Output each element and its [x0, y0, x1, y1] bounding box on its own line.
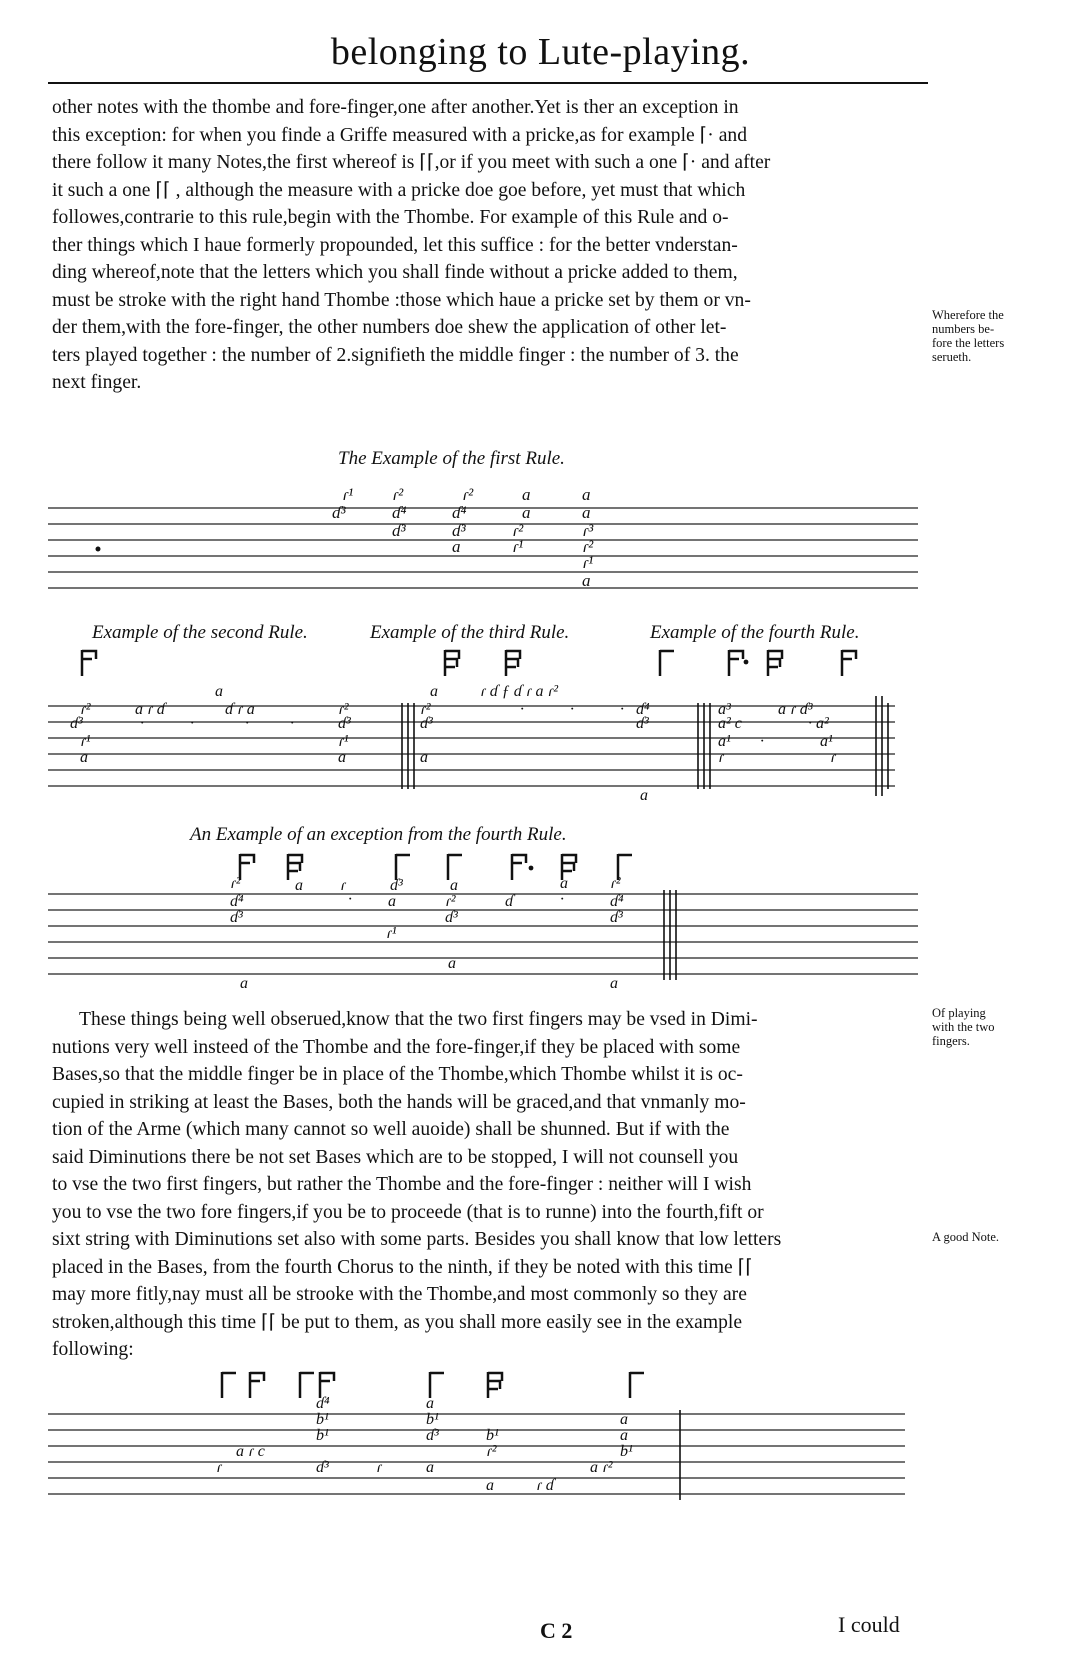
- svg-text:a ɾ c: a ɾ c: [236, 1443, 265, 1460]
- text-line: there follow it many Notes,the first whereof is ⌈⌈,or if you meet with such a one ⌈· and after: [52, 152, 771, 173]
- text-line: Bases,so that the middle finger be in place of the Thombe,which Thombe whilst it is oc-: [52, 1064, 743, 1085]
- svg-text:a¹: a¹: [718, 733, 731, 750]
- svg-text:ɗ³: ɗ³: [426, 1427, 439, 1444]
- svg-text:ɾ³: ɾ³: [582, 521, 594, 540]
- svg-text:a ɾ²: a ɾ²: [590, 1459, 613, 1476]
- svg-text:ɾ¹: ɾ¹: [80, 733, 91, 750]
- svg-text:a: a: [582, 485, 591, 504]
- svg-text:b¹: b¹: [620, 1443, 633, 1460]
- text-line: der them,with the fore-finger, the other numbers doe shew the application of other let-: [52, 317, 727, 338]
- svg-text:a: a: [240, 975, 248, 992]
- svg-text:a: a: [640, 787, 648, 804]
- svg-text:b¹: b¹: [316, 1411, 329, 1428]
- text-line: may more fitly,nay must all be strooke with the Thombe,and most commonly so they are: [52, 1284, 747, 1305]
- text-line: nutions very well insteed of the Thombe and the fore-finger,if they be placed with some: [52, 1036, 741, 1058]
- svg-text:a: a: [620, 1411, 628, 1428]
- svg-text:ɗ⁴: ɗ⁴: [636, 701, 650, 718]
- margin-note-two-fingers: [932, 1006, 995, 1048]
- text-line: following:: [52, 1339, 134, 1360]
- text-line: placed in the Bases, from the fourth Chorus to the ninth, if they be noted with this time ⌈⌈: [52, 1256, 753, 1278]
- svg-text:ɾ²: ɾ²: [462, 485, 474, 504]
- svg-text:·: ·: [560, 891, 564, 908]
- svg-text:a² c: a² c: [718, 715, 742, 732]
- svg-text:·: ·: [760, 733, 764, 750]
- svg-text:a: a: [448, 955, 456, 972]
- svg-text:·: ·: [520, 701, 524, 718]
- svg-text:ɾ¹: ɾ¹: [386, 925, 397, 942]
- svg-text:ɗ³: ɗ³: [445, 909, 458, 926]
- svg-text:ɾ²: ɾ²: [582, 537, 594, 556]
- running-head: belonging to Lute-playing.: [330, 31, 751, 73]
- svg-text:ɾ²: ɾ²: [610, 875, 621, 892]
- svg-text:ɗ³: ɗ³: [452, 521, 466, 540]
- margin-note-line: numbers be-: [932, 322, 995, 336]
- text-line: this exception: for when you finde a Griffe measured with a pricke,as for example ⌈· and: [52, 124, 747, 146]
- margin-note-line: fore the letters: [932, 336, 1005, 350]
- text-line: you to vse the two fore fingers,if you be to proceede (that is to runne) into the fourth,fift or: [52, 1201, 764, 1223]
- caption-first-rule: The Example of the first Rule.: [338, 448, 565, 469]
- paragraph-2: [52, 1006, 781, 1364]
- text-line: cupied in striking at least the Bases, both the hands will be graced,and that vnmanly mo-: [52, 1091, 746, 1113]
- svg-text:·: ·: [570, 701, 574, 718]
- caption-exception: An Example of an exception from the fourth Rule.: [190, 824, 567, 845]
- caption-second-rule: Example of the second Rule.: [92, 622, 308, 643]
- svg-text:a: a: [582, 503, 591, 522]
- text-line: tion of the Arme (which many cannot so well auoide) shall be shunned. But if with the: [52, 1119, 730, 1140]
- svg-text:a ɾ ɗ³: a ɾ ɗ³: [778, 701, 813, 718]
- svg-text:ɗ⁴: ɗ⁴: [230, 893, 244, 910]
- text-line: sixt string with Diminutions set also with some parts. Besides you shall know that low letters: [52, 1229, 782, 1250]
- svg-text:b¹: b¹: [486, 1427, 499, 1444]
- svg-text:·: ·: [348, 891, 352, 908]
- svg-text:ɗ³: ɗ³: [390, 877, 403, 894]
- svg-text:ɾ: ɾ: [376, 1459, 382, 1476]
- svg-text:a³: a³: [718, 701, 731, 718]
- svg-text:ɾ²: ɾ²: [512, 521, 524, 540]
- svg-text:ɗ⁴: ɗ⁴: [610, 893, 624, 910]
- text-line: said Diminutions there be not set Bases which are to be stopped, I will not counsell you: [52, 1146, 739, 1168]
- svg-text:ɗ³: ɗ³: [636, 715, 649, 732]
- svg-text:ɾ ɗ ƒ ɗ ɾ a ɾ²: ɾ ɗ ƒ ɗ ɾ a ɾ²: [480, 683, 559, 700]
- margin-note-line: serueth.: [932, 350, 972, 364]
- margin-note-numbers: [932, 308, 1004, 364]
- svg-text:a: a: [522, 503, 531, 522]
- svg-text:a: a: [215, 683, 223, 700]
- svg-text:ɗ ɾ a: ɗ ɾ a: [225, 701, 255, 718]
- svg-text:ɾ ɗ: ɾ ɗ: [536, 1477, 554, 1494]
- svg-text:a: a: [560, 875, 568, 892]
- margin-note-line: with the two: [932, 1020, 995, 1034]
- svg-text:ɾ: ɾ: [340, 877, 346, 894]
- svg-text:ɾ²: ɾ²: [338, 701, 349, 718]
- svg-text:·: ·: [245, 715, 249, 732]
- svg-text:ɗ³: ɗ³: [392, 521, 406, 540]
- text-line: to vse the two first fingers, but rather the Thombe and the fore-finger : neither will I wish: [52, 1174, 752, 1195]
- svg-text:a: a: [522, 485, 531, 504]
- signature-mark: C 2: [540, 1618, 573, 1643]
- svg-text:ɾ¹: ɾ¹: [582, 553, 594, 572]
- svg-text:ɾ²: ɾ²: [80, 701, 91, 718]
- svg-text:·: ·: [290, 715, 294, 732]
- svg-text:ɾ¹: ɾ¹: [338, 733, 349, 750]
- svg-text:a: a: [450, 877, 458, 894]
- svg-text:ɗ³: ɗ³: [316, 1459, 329, 1476]
- svg-text:ɾ²: ɾ²: [392, 485, 404, 504]
- svg-text:ɗ³: ɗ³: [610, 909, 623, 926]
- svg-text:b¹: b¹: [316, 1427, 329, 1444]
- svg-text:ɾ²: ɾ²: [230, 875, 241, 892]
- svg-text:ɗ⁴: ɗ⁴: [392, 503, 407, 522]
- svg-text:a: a: [582, 571, 591, 590]
- svg-text:ɗ³: ɗ³: [230, 909, 243, 926]
- svg-text:a: a: [452, 537, 461, 556]
- svg-text:ɾ²: ɾ²: [486, 1443, 497, 1460]
- svg-text:ɗ: ɗ: [505, 893, 513, 910]
- text-line: other notes with the thombe and fore-finger,one after another.Yet is ther an exception in: [52, 97, 739, 118]
- svg-text:ɗ³: ɗ³: [70, 715, 83, 732]
- margin-note-good-note: A good Note.: [932, 1230, 1000, 1244]
- svg-text:ɾ¹: ɾ¹: [342, 485, 354, 504]
- svg-text:ɗ³: ɗ³: [420, 715, 433, 732]
- text-line: ding whereof,note that the letters which you shall finde without a pricke added to them,: [52, 262, 738, 283]
- margin-note-line: Wherefore the: [932, 308, 1004, 322]
- tablature-second-third-fourth-rule: [0, 648, 1081, 828]
- header-rule: [48, 82, 928, 84]
- svg-text:·: ·: [140, 715, 144, 732]
- svg-text:ɾ²: ɾ²: [420, 701, 431, 718]
- svg-text:a: a: [388, 893, 396, 910]
- svg-text:·: ·: [620, 701, 624, 718]
- svg-text:a: a: [430, 683, 438, 700]
- svg-text:a: a: [486, 1477, 494, 1494]
- tablature-final-example: [0, 1370, 1081, 1520]
- svg-text:ɾ¹: ɾ¹: [512, 537, 524, 556]
- text-line: next finger.: [52, 372, 142, 393]
- margin-note-line: Of playing: [932, 1006, 986, 1020]
- svg-text:a¹: a¹: [820, 733, 833, 750]
- catchword: I could: [838, 1612, 900, 1637]
- text-line: it such a one ⌈⌈ , although the measure with a pricke doe goe before, yet must that which: [52, 179, 746, 201]
- svg-text:a: a: [295, 877, 303, 894]
- svg-text:ɗ⁴: ɗ⁴: [316, 1395, 330, 1412]
- text-line: ther things which I haue formerly propounded, let this suffice : for the better vnderstan-: [52, 234, 738, 256]
- tablature-exception: [0, 852, 1081, 1012]
- svg-text:ɗ⁴: ɗ⁴: [452, 503, 467, 522]
- svg-text:ɾ: ɾ: [830, 749, 836, 766]
- svg-text:b¹: b¹: [426, 1411, 439, 1428]
- caption-third-rule: Example of the third Rule.: [370, 622, 570, 643]
- svg-text:a: a: [420, 749, 428, 766]
- svg-text:ɗ³: ɗ³: [338, 715, 351, 732]
- tablature-first-rule: [0, 478, 1081, 608]
- svg-text:a: a: [426, 1395, 434, 1412]
- text-line: These things being well obserued,know that the two first fingers may be vsed in Dimi-: [79, 1009, 758, 1030]
- svg-text:ɾ: ɾ: [718, 749, 724, 766]
- svg-text:ɾ: ɾ: [216, 1459, 222, 1476]
- margin-note-line: fingers.: [932, 1034, 970, 1048]
- svg-text:a ɾ ɗ: a ɾ ɗ: [135, 701, 165, 718]
- text-line: stroken,although this time ⌈⌈ be put to them, as you shall more easily see in the example: [52, 1311, 743, 1333]
- svg-text:a: a: [426, 1459, 434, 1476]
- svg-text:·: ·: [190, 715, 194, 732]
- svg-text:ɗ³: ɗ³: [332, 503, 346, 522]
- paragraph-1: [52, 94, 770, 397]
- text-line: followes,contrarie to this rule,begin with the Thombe. For example of this Rule and o-: [52, 207, 729, 228]
- svg-text:a: a: [80, 749, 88, 766]
- svg-text:a: a: [620, 1427, 628, 1444]
- text-line: must be stroke with the right hand Thombe :those which haue a pricke set by them or vn-: [52, 289, 751, 311]
- svg-text:· a²: · a²: [808, 715, 829, 732]
- svg-text:a: a: [338, 749, 346, 766]
- caption-fourth-rule: Example of the fourth Rule.: [650, 622, 860, 643]
- text-line: ters played together : the number of 2.signifieth the middle finger : the number of 3. the: [52, 344, 739, 366]
- svg-text:ɾ²: ɾ²: [445, 893, 456, 910]
- svg-text:a: a: [610, 975, 618, 992]
